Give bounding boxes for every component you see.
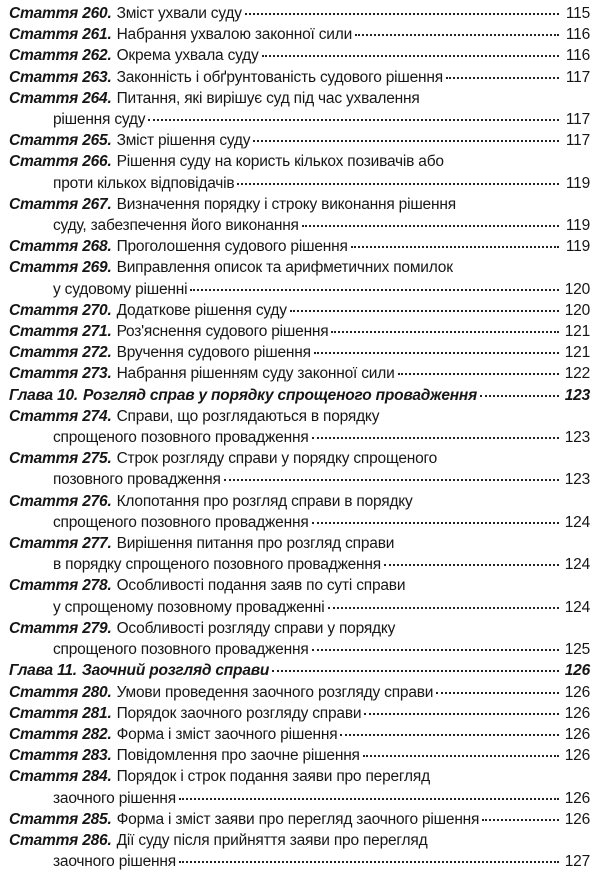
article-title: Зміст рішення суду xyxy=(116,132,251,150)
dot-leader xyxy=(398,373,559,375)
toc-article-entry xyxy=(9,533,590,575)
article-title: Набрання рішенням суду законної сили xyxy=(116,365,395,383)
page-number: 117 xyxy=(565,132,590,150)
page-number: 126 xyxy=(564,662,590,680)
toc-article-entry xyxy=(9,809,590,830)
toc-article-entry xyxy=(9,830,590,872)
article-number: Стаття 274. xyxy=(9,407,112,425)
chapter-number: Глава 11. xyxy=(9,662,77,680)
article-number: Стаття 286. xyxy=(9,831,112,849)
article-title: Дії суду після прийняття заяви про перегляд xyxy=(116,831,428,849)
article-number: Стаття 273. xyxy=(9,365,112,383)
article-title: Роз'яснення судового рішення xyxy=(116,323,329,341)
article-number: Стаття 269. xyxy=(9,259,112,277)
article-number: Стаття 272. xyxy=(9,344,112,362)
dot-leader xyxy=(312,649,559,651)
toc-entry-line xyxy=(9,639,590,660)
toc-entry-line xyxy=(9,406,590,427)
page-number: 126 xyxy=(564,704,590,722)
toc-article-entry xyxy=(9,363,590,384)
article-title: Умови проведення заочного розгляду справи xyxy=(116,683,434,701)
article-number: Стаття 262. xyxy=(9,47,112,65)
article-title: Форма і зміст заочного рішення xyxy=(116,725,338,743)
toc-article-entry xyxy=(9,342,590,363)
toc-entry-line xyxy=(9,745,590,766)
article-title: спрощеного позовного провадження xyxy=(53,641,309,659)
chapter-title: Заочний розгляд справи xyxy=(81,662,270,680)
toc-article-entry xyxy=(9,745,590,766)
toc-article-entry xyxy=(9,448,590,490)
dot-leader xyxy=(436,692,559,694)
page-number: 123 xyxy=(564,471,590,489)
toc-entry-line xyxy=(9,300,590,321)
page-number: 126 xyxy=(564,747,590,765)
toc-entry-line xyxy=(9,342,590,363)
article-number: Стаття 271. xyxy=(9,323,112,341)
article-title: спрощеного позовного провадження xyxy=(53,429,309,447)
toc-article-entry xyxy=(9,766,590,808)
article-number: Стаття 278. xyxy=(9,577,112,595)
article-number: Стаття 263. xyxy=(9,68,112,86)
dot-leader xyxy=(482,819,559,821)
page-number: 124 xyxy=(564,513,590,531)
article-title: позовного провадження xyxy=(53,471,221,489)
dot-leader xyxy=(262,55,559,57)
page-number: 117 xyxy=(565,68,590,86)
page-number: 123 xyxy=(564,386,590,404)
page-number: 125 xyxy=(564,641,590,659)
article-title: Форма і зміст заяви про перегляд заочного рішення xyxy=(116,810,480,828)
article-title: заочного рішення xyxy=(53,789,176,807)
article-title: Клопотання про розгляд справи в порядку xyxy=(116,492,413,510)
article-title: Повідомлення про заочне рішення xyxy=(116,747,360,765)
dot-leader xyxy=(312,522,559,524)
article-title: Зміст ухвали суду xyxy=(116,5,242,22)
toc-article-entry xyxy=(9,703,590,724)
dot-leader xyxy=(179,798,559,800)
page-number: 120 xyxy=(564,280,590,298)
toc-entry-line xyxy=(9,491,590,512)
toc-entry-line xyxy=(9,3,590,24)
dot-leader xyxy=(340,734,559,736)
toc-entry-line xyxy=(9,469,590,490)
page-number: 124 xyxy=(564,598,590,616)
dot-leader xyxy=(331,331,559,333)
toc-entry-line xyxy=(9,194,590,215)
toc-entry-line xyxy=(9,660,590,681)
toc-article-entry xyxy=(9,3,590,24)
toc-article-entry xyxy=(9,618,590,660)
article-number: Стаття 261. xyxy=(9,26,112,44)
article-title: Строк розгляду справи у порядку спрощеного xyxy=(116,450,438,468)
dot-leader xyxy=(253,140,559,142)
dot-leader xyxy=(446,77,559,79)
article-title: Порядок і строк подання заяви про перегляд xyxy=(116,768,430,786)
article-title: заочного рішення xyxy=(53,853,176,871)
dot-leader xyxy=(245,13,559,15)
toc-entry-line xyxy=(9,130,590,151)
article-number: Стаття 270. xyxy=(9,301,112,319)
page-number: 119 xyxy=(565,217,590,235)
toc-article-entry xyxy=(9,724,590,745)
toc-entry-line xyxy=(9,427,590,448)
article-title: Питання, які вирішує суд під час ухвалення xyxy=(116,89,420,107)
article-title: Проголошення судового рішення xyxy=(116,238,348,256)
article-title: у спрощеному позовному провадженні xyxy=(53,598,325,616)
article-number: Стаття 279. xyxy=(9,619,112,637)
page-number: 116 xyxy=(565,47,590,65)
page-number: 119 xyxy=(565,238,590,256)
toc-entry-line xyxy=(9,766,590,787)
article-title: Додаткове рішення суду xyxy=(116,301,287,319)
toc-entry-line xyxy=(9,215,590,236)
toc-article-entry xyxy=(9,682,590,703)
toc-article-entry xyxy=(9,321,590,342)
article-title: проти кількох відповідачів xyxy=(53,174,235,192)
article-number: Стаття 260. xyxy=(9,5,112,22)
page-number: 121 xyxy=(564,344,590,362)
dot-leader xyxy=(224,479,559,481)
toc-article-entry xyxy=(9,151,590,193)
article-number: Стаття 283. xyxy=(9,747,112,765)
dot-leader xyxy=(312,437,559,439)
article-number: Стаття 282. xyxy=(9,725,112,743)
toc-entry-line xyxy=(9,279,590,300)
toc-entry-line xyxy=(9,809,590,830)
toc-article-entry xyxy=(9,257,590,299)
article-number: Стаття 284. xyxy=(9,768,112,786)
page-number: 121 xyxy=(564,323,590,341)
article-title: Визначення порядку і строку виконання рішення xyxy=(116,195,456,213)
page-number: 127 xyxy=(564,853,590,871)
article-number: Стаття 266. xyxy=(9,153,112,171)
dot-leader xyxy=(148,119,559,121)
article-title: Окрема ухвала суду xyxy=(116,47,259,65)
table-of-contents xyxy=(9,3,590,872)
toc-entry-line xyxy=(9,788,590,809)
dot-leader xyxy=(480,395,559,397)
toc-entry-line xyxy=(9,682,590,703)
chapter-title: Розгляд справ у порядку спрощеного провадження xyxy=(83,386,478,404)
toc-entry-line xyxy=(9,88,590,109)
article-number: Стаття 264. xyxy=(9,89,112,107)
toc-entry-line xyxy=(9,575,590,596)
dot-leader xyxy=(363,755,559,757)
page-number: 122 xyxy=(564,365,590,383)
article-title: Особливості подання заяв по суті справи xyxy=(116,577,406,595)
article-title: Вручення судового рішення xyxy=(116,344,311,362)
article-title: спрощеного позовного провадження xyxy=(53,513,309,531)
page-number: 126 xyxy=(564,725,590,743)
article-title: Особливості розгляду справи у порядку xyxy=(116,619,396,637)
dot-leader xyxy=(328,607,559,609)
article-title: Порядок заочного розгляду справи xyxy=(116,704,362,722)
toc-entry-line xyxy=(9,173,590,194)
dot-leader xyxy=(272,670,559,672)
toc-article-entry xyxy=(9,236,590,257)
page-number: 126 xyxy=(564,683,590,701)
toc-entry-line xyxy=(9,67,590,88)
article-number: Стаття 265. xyxy=(9,132,112,150)
dot-leader xyxy=(179,861,559,863)
article-number: Стаття 268. xyxy=(9,238,112,256)
page-number: 124 xyxy=(564,556,590,574)
dot-leader xyxy=(364,713,559,715)
toc-article-entry xyxy=(9,575,590,617)
dot-leader xyxy=(190,289,559,291)
toc-entry-line xyxy=(9,257,590,278)
toc-entry-line xyxy=(9,321,590,342)
article-number: Стаття 276. xyxy=(9,492,112,510)
toc-article-entry xyxy=(9,300,590,321)
toc-entry-line xyxy=(9,618,590,639)
toc-article-entry xyxy=(9,491,590,533)
article-title: суду, забезпечення його виконання xyxy=(53,217,299,235)
toc-entry-line xyxy=(9,597,590,618)
toc-entry-line xyxy=(9,533,590,554)
toc-article-entry xyxy=(9,45,590,66)
article-title: Справи, що розглядаються в порядку xyxy=(116,407,380,425)
article-title: Набрання ухвалою законної сили xyxy=(116,26,353,44)
article-number: Стаття 275. xyxy=(9,450,112,468)
toc-article-entry xyxy=(9,194,590,236)
toc-entry-line xyxy=(9,151,590,172)
toc-entry-line xyxy=(9,236,590,257)
page-number: 126 xyxy=(564,789,590,807)
toc-article-entry xyxy=(9,130,590,151)
dot-leader xyxy=(314,352,559,354)
article-number: Стаття 277. xyxy=(9,535,112,553)
dot-leader xyxy=(302,225,559,227)
page-number: 116 xyxy=(565,26,590,44)
toc-entry-line xyxy=(9,24,590,45)
toc-entry-line xyxy=(9,512,590,533)
dot-leader xyxy=(290,310,559,312)
toc-chapter-entry xyxy=(9,660,590,681)
toc-chapter-entry xyxy=(9,385,590,406)
article-number: Стаття 285. xyxy=(9,810,112,828)
toc-entry-line xyxy=(9,830,590,851)
page-number: 120 xyxy=(564,301,590,319)
chapter-number: Глава 10. xyxy=(9,386,79,404)
article-title: Законність і обґрунтованість судового рішення xyxy=(116,68,443,86)
article-title: рішення суду xyxy=(53,111,146,129)
article-title: у судовому рішенні xyxy=(53,280,188,298)
toc-entry-line xyxy=(9,554,590,575)
article-number: Стаття 267. xyxy=(9,195,112,213)
toc-entry-line xyxy=(9,363,590,384)
toc-article-entry xyxy=(9,67,590,88)
dot-leader xyxy=(355,34,559,36)
page-number: 126 xyxy=(564,810,590,828)
dot-leader xyxy=(351,246,559,248)
article-title: Виправлення описок та арифметичних помилок xyxy=(116,259,453,277)
toc-entry-line xyxy=(9,109,590,130)
article-number: Стаття 280. xyxy=(9,683,112,701)
toc-article-entry xyxy=(9,406,590,448)
toc-entry-line xyxy=(9,448,590,469)
article-title: в порядку спрощеного позовного провадження xyxy=(53,556,381,574)
article-number: Стаття 281. xyxy=(9,704,112,722)
page-number: 123 xyxy=(564,429,590,447)
article-title: Вирішення питання про розгляд справи xyxy=(116,535,395,553)
toc-entry-line xyxy=(9,385,590,406)
dot-leader xyxy=(237,183,559,185)
toc-entry-line xyxy=(9,45,590,66)
page-number: 115 xyxy=(565,5,590,22)
dot-leader xyxy=(384,564,559,566)
toc-article-entry xyxy=(9,88,590,130)
toc-article-entry xyxy=(9,24,590,45)
toc-entry-line xyxy=(9,703,590,724)
page-number: 117 xyxy=(565,111,590,129)
article-title: Рішення суду на користь кількох позивачів або xyxy=(116,153,444,171)
toc-entry-line xyxy=(9,724,590,745)
page-number: 119 xyxy=(565,174,590,192)
